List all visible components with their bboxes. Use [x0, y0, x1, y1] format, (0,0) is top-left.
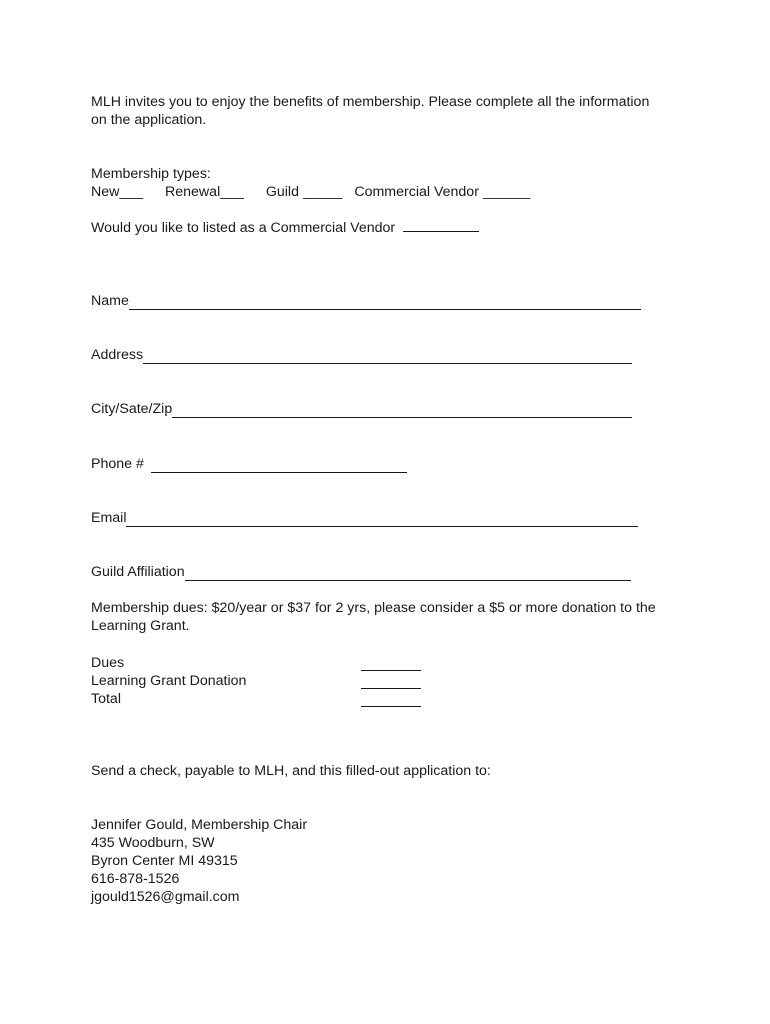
dues-label: Dues — [91, 655, 125, 671]
city-state-zip-label: City/Sate/Zip — [91, 401, 173, 417]
name-line[interactable] — [129, 295, 641, 310]
email-label: Email — [91, 510, 127, 526]
phone-label: Phone # — [91, 456, 148, 472]
contact-name-title: Jennifer Gould, Membership Chair — [91, 817, 308, 833]
donation-label: Learning Grant Donation — [91, 673, 247, 689]
membership-types-heading: Membership types: — [91, 166, 211, 182]
email-field[interactable] — [91, 509, 638, 527]
dues-line[interactable] — [361, 658, 421, 671]
contact-email: jgould1526@gmail.com — [91, 889, 240, 905]
membership-type-guild[interactable]: Guild _____ — [265, 184, 343, 200]
total-row — [91, 690, 431, 708]
address-label: Address — [91, 347, 144, 363]
membership-types-row — [91, 183, 530, 201]
address-field[interactable] — [91, 346, 632, 364]
name-field[interactable] — [91, 292, 641, 310]
guild-affiliation-field[interactable] — [91, 563, 631, 581]
intro-text: MLH invites you to enjoy the benefits of membership. Please complete all the information on the application. — [91, 94, 650, 128]
send-instruction: Send a check, payable to MLH, and this filled-out application to: — [91, 763, 491, 779]
contact-street: 435 Woodburn, SW — [91, 835, 215, 851]
vendor-answer-line[interactable] — [403, 219, 479, 232]
city-state-zip-line[interactable] — [172, 403, 632, 418]
guild-affiliation-line[interactable] — [185, 566, 631, 581]
dues-row — [91, 654, 431, 672]
name-label: Name — [91, 293, 129, 309]
guild-affiliation-label: Guild Affiliation — [91, 564, 185, 580]
vendor-question-text: Would you like to listed as a Commercial Vendor — [91, 220, 396, 236]
donation-row — [91, 672, 431, 690]
contact-city: Byron Center MI 49315 — [91, 853, 238, 869]
total-label: Total — [91, 691, 121, 707]
phone-field[interactable] — [91, 455, 407, 473]
total-line[interactable] — [361, 694, 421, 707]
membership-type-renewal[interactable]: Renewal___ — [165, 184, 244, 200]
contact-phone: 616-878-1526 — [91, 871, 180, 887]
dues-note: Membership dues: $20/year or $37 for 2 yrs, please consider a $5 or more donation to the Learning Grant. — [91, 600, 656, 634]
membership-type-new[interactable]: New___ — [91, 184, 144, 200]
donation-line[interactable] — [361, 676, 421, 689]
vendor-question — [91, 219, 479, 237]
city-state-zip-field[interactable] — [91, 400, 632, 418]
phone-line[interactable] — [151, 458, 407, 473]
membership-type-commercial-vendor[interactable]: Commercial Vendor ______ — [354, 184, 531, 200]
address-line[interactable] — [143, 349, 632, 364]
email-line[interactable] — [126, 512, 638, 527]
